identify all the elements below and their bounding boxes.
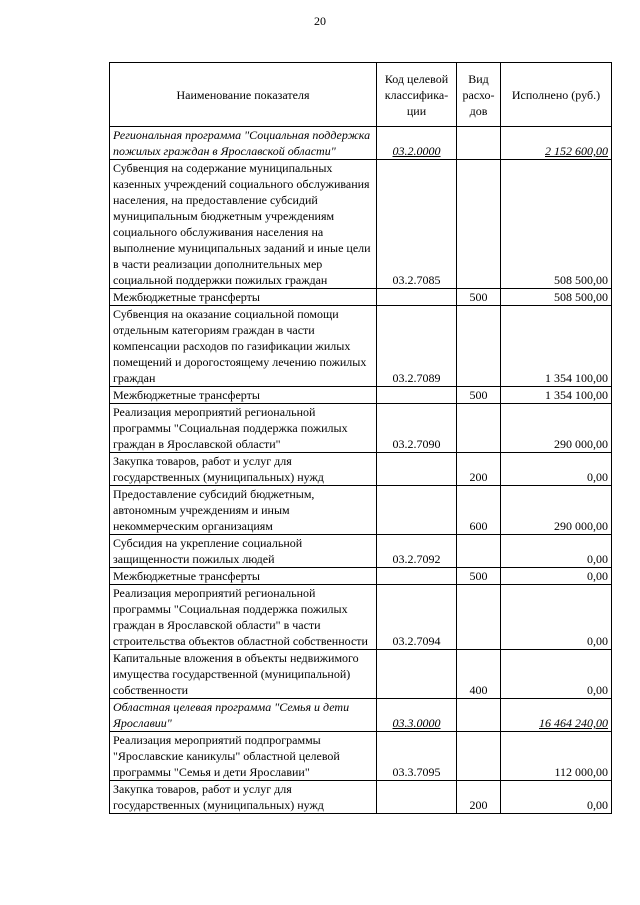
table-row [110, 404, 612, 453]
table-row [110, 781, 612, 814]
cell-code [377, 650, 457, 699]
cell-amount: 0,00 [501, 585, 612, 650]
cell-code: 03.2.7089 [377, 306, 457, 387]
program-row [110, 699, 612, 732]
cell-kind [457, 160, 501, 289]
cell-code [377, 486, 457, 535]
cell-kind [457, 535, 501, 568]
header-kind: Вид расхо-дов [457, 63, 501, 127]
cell-name: Субвенция на содержание муниципальных казенных учреждений социального обслуживания населения, на предоставление субсидий муниципальным бюджетным учреждениям социального обслуживания населения на выполнение муниципальных заданий и иные цели в части реализации дополнительных мер социальной поддержки пожилых граждан [110, 160, 377, 289]
cell-amount: 0,00 [501, 650, 612, 699]
table-row [110, 486, 612, 535]
table-row [110, 535, 612, 568]
table-header-row [110, 63, 612, 127]
cell-kind: 600 [457, 486, 501, 535]
cell-name: Предоставление субсидий бюджетным, автономным учреждениям и иным некоммерческим организациям [110, 486, 377, 535]
cell-code: 03.2.0000 [377, 127, 457, 160]
cell-name: Межбюджетные трансферты [110, 568, 377, 585]
cell-code: 03.3.7095 [377, 732, 457, 781]
cell-amount: 2 152 600,00 [501, 127, 612, 160]
cell-name: Реализация мероприятий региональной программы "Социальная поддержка пожилых граждан в Ярославской области" [110, 404, 377, 453]
cell-name: Межбюджетные трансферты [110, 387, 377, 404]
cell-code: 03.2.7090 [377, 404, 457, 453]
header-amount: Исполнено (руб.) [501, 63, 612, 127]
cell-name: Субвенция на оказание социальной помощи отдельным категориям граждан в части компенсации расходов по газификации жилых помещений и дорогостоящему лечению пожилых граждан [110, 306, 377, 387]
cell-amount: 508 500,00 [501, 160, 612, 289]
table-row [110, 289, 612, 306]
table-row [110, 453, 612, 486]
cell-kind: 500 [457, 568, 501, 585]
cell-amount: 0,00 [501, 453, 612, 486]
cell-kind: 500 [457, 387, 501, 404]
cell-amount: 0,00 [501, 535, 612, 568]
cell-kind: 500 [457, 289, 501, 306]
table-row [110, 306, 612, 387]
cell-name: Реализация мероприятий подпрограммы "Ярославские каникулы" областной целевой программы "Семья и дети Ярославии" [110, 732, 377, 781]
cell-kind [457, 732, 501, 781]
cell-amount: 290 000,00 [501, 404, 612, 453]
table-body [110, 127, 612, 814]
cell-name: Закупка товаров, работ и услуг для государственных (муниципальных) нужд [110, 781, 377, 814]
cell-code: 03.3.0000 [377, 699, 457, 732]
cell-amount: 290 000,00 [501, 486, 612, 535]
cell-kind [457, 404, 501, 453]
cell-kind: 200 [457, 781, 501, 814]
table-row [110, 160, 612, 289]
cell-kind: 400 [457, 650, 501, 699]
header-name: Наименование показателя [110, 63, 377, 127]
cell-amount: 112 000,00 [501, 732, 612, 781]
cell-code: 03.2.7094 [377, 585, 457, 650]
cell-kind [457, 699, 501, 732]
cell-amount: 1 354 100,00 [501, 306, 612, 387]
cell-name: Региональная программа "Социальная поддержка пожилых граждан в Ярославской области" [110, 127, 377, 160]
cell-code [377, 289, 457, 306]
cell-name: Закупка товаров, работ и услуг для государственных (муниципальных) нужд [110, 453, 377, 486]
header-code: Код целевой классифика-ции [377, 63, 457, 127]
table-row [110, 650, 612, 699]
program-row [110, 127, 612, 160]
table-row [110, 585, 612, 650]
cell-amount: 0,00 [501, 781, 612, 814]
cell-name: Межбюджетные трансферты [110, 289, 377, 306]
cell-kind [457, 127, 501, 160]
table-row [110, 568, 612, 585]
cell-kind [457, 585, 501, 650]
cell-name: Областная целевая программа "Семья и дети Ярославии" [110, 699, 377, 732]
cell-code [377, 387, 457, 404]
table-row [110, 732, 612, 781]
page-number: 20 [314, 14, 326, 28]
cell-name: Субсидия на укрепление социальной защищенности пожилых людей [110, 535, 377, 568]
cell-code: 03.2.7092 [377, 535, 457, 568]
cell-kind [457, 306, 501, 387]
cell-name: Реализация мероприятий региональной программы "Социальная поддержка пожилых граждан в Ярославской области" в части строительства объектов областной собственности [110, 585, 377, 650]
cell-code: 03.2.7085 [377, 160, 457, 289]
cell-kind: 200 [457, 453, 501, 486]
cell-code [377, 781, 457, 814]
cell-amount: 508 500,00 [501, 289, 612, 306]
cell-amount: 16 464 240,00 [501, 699, 612, 732]
cell-amount: 1 354 100,00 [501, 387, 612, 404]
cell-amount: 0,00 [501, 568, 612, 585]
budget-execution-table [109, 62, 612, 814]
cell-name: Капитальные вложения в объекты недвижимого имущества государственной (муниципальной) собственности [110, 650, 377, 699]
cell-code [377, 453, 457, 486]
cell-code [377, 568, 457, 585]
table-row [110, 387, 612, 404]
